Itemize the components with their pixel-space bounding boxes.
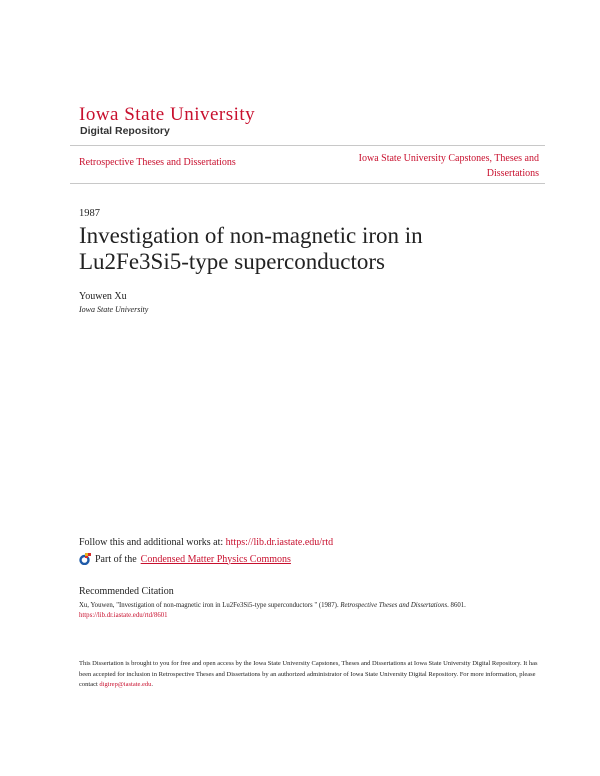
discipline-link[interactable]: Condensed Matter Physics Commons [140,553,291,565]
header-divider-bottom [70,183,545,184]
university-logo: Iowa State University [79,104,256,125]
author-affiliation: Iowa State University [79,305,149,314]
citation-number: . 8601. [447,602,466,609]
access-statement [79,659,549,691]
citation-series: Retrospective Theses and Dissertations [340,602,448,609]
publication-year: 1987 [79,208,100,219]
contact-email-link[interactable]: digirep@iastate.edu [99,681,152,688]
follow-url-link[interactable]: https://lib.dr.iastate.edu/rtd [225,537,334,548]
citation-text [79,601,549,621]
author-name: Youwen Xu [79,291,127,302]
commons-network-icon [79,553,91,565]
header-divider-top [70,145,545,146]
citation-body: Xu, Youwen, "Investigation of non-magnetic iron in Lu2Fe3Si5-type superconductors " (1987). [79,602,341,609]
series-link[interactable]: Retrospective Theses and Dissertations [79,157,236,168]
citation-url-link[interactable]: https://lib.dr.iastate.edu/rtd/8601 [79,612,168,619]
collection-link[interactable]: Iowa State University Capstones, Theses and Dissertations [358,153,539,179]
part-of-line [79,553,291,565]
repository-subtitle: Digital Repository [80,125,170,137]
part-of-label: Part of the [95,553,137,565]
follow-label: Follow this and additional works at: [79,537,226,548]
follow-line [79,537,333,548]
document-title: Investigation of non-magnetic iron in Lu2Fe3Si5-type superconductors [79,223,423,274]
access-statement-text: This Dissertation is brought to you for free and open access by the Iowa State University Capstones, Theses and Dissertations at Iowa State University Digital Repository. It has been accepted for inclusion in Retrospective Theses and Dissertations by an authorized administrator of Iowa State University Digital Repository. For more information, please contact [79,660,538,688]
recommended-citation-heading: Recommended Citation [79,586,174,597]
access-statement-end: . [151,681,154,688]
